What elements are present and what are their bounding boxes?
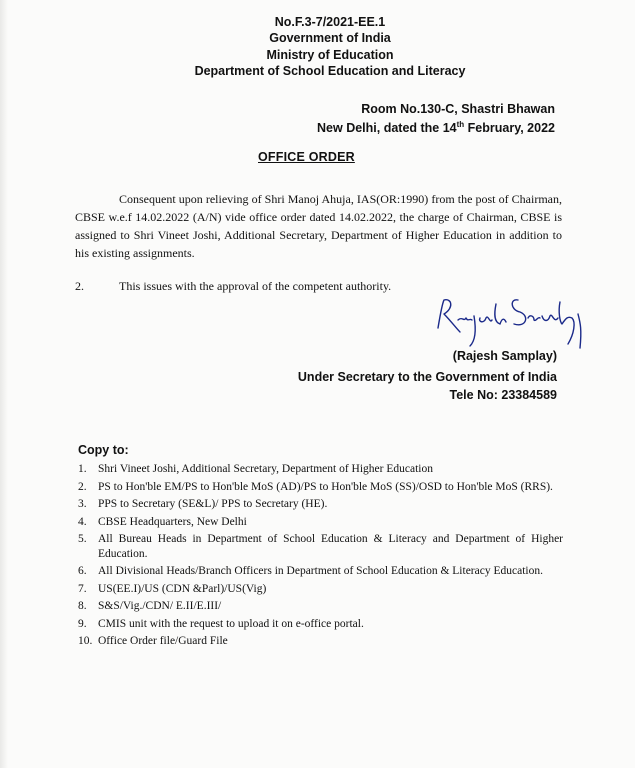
copy-to-item: 9. CMIS unit with the request to upload it on e-office portal. bbox=[78, 617, 364, 630]
signatory-designation: Under Secretary to the Government of India bbox=[297, 370, 557, 384]
copy-to-item: 4. CBSE Headquarters, New Delhi bbox=[78, 515, 247, 528]
issue-date bbox=[317, 118, 555, 135]
copy-to-item: 5. All Bureau Heads in Department of School Education & Literacy and Department of Higher Education. bbox=[78, 533, 563, 560]
handwritten-signature bbox=[430, 288, 590, 352]
copy-to-list bbox=[78, 462, 563, 652]
government-line: Government of India bbox=[269, 31, 391, 45]
copy-to-item: 6. All Divisional Heads/Branch Officers in Department of School Education & Literacy Education. bbox=[78, 565, 543, 577]
copy-to-item: 2. PS to Hon'ble EM/PS to Hon'ble MoS (AD)/PS to Hon'ble MoS (SS)/OSD to Hon'ble MoS (RRS). bbox=[78, 480, 553, 493]
copy-to-heading: Copy to: bbox=[78, 443, 129, 457]
signatory-name: (Rajesh Samplay) bbox=[452, 349, 557, 363]
document-title: OFFICE ORDER bbox=[258, 150, 355, 164]
paragraph-1-text: Consequent upon relieving of Shri Manoj Ahuja, IAS(OR:1990) from the post of Chairman, CBSE w.e.f 14.02.2022 (A/N) vide office order dated 14.02.2022, the charge of Chairman, CBSE is assigned to Shri Vineet Joshi, Additional Secretary, Department of Higher Education in addition to his existing assignments. bbox=[75, 192, 562, 260]
paragraph-2-number: 2. bbox=[75, 279, 84, 293]
date-prefix: New Delhi, dated the 14 bbox=[317, 121, 457, 136]
copy-to-item: 8. S&S/Vig./CDN/ E.II/E.III/ bbox=[78, 600, 222, 612]
room-address: Room No.130-C, Shastri Bhawan bbox=[361, 102, 555, 116]
signatory-telephone: Tele No: 23384589 bbox=[449, 388, 557, 402]
date-suffix: February, 2022 bbox=[464, 121, 555, 136]
ministry-line: Ministry of Education bbox=[266, 48, 394, 62]
paragraph-2-text: This issues with the approval of the competent authority. bbox=[119, 279, 392, 293]
paragraph-1 bbox=[75, 190, 562, 262]
date-sup: th bbox=[456, 120, 465, 129]
copy-to-item: 7. US(EE.I)/US (CDN &Parl)/US(Vig) bbox=[78, 582, 267, 595]
department-line: Department of School Education and Literacy bbox=[194, 64, 466, 78]
copy-to-item: 10. Office Order file/Guard File bbox=[78, 635, 228, 647]
page-edge-shadow bbox=[0, 0, 8, 768]
file-number: No.F.3-7/2021-EE.1 bbox=[274, 15, 386, 29]
copy-to-item: 3. PPS to Secretary (SE&L)/ PPS to Secretary (HE). bbox=[78, 498, 328, 510]
copy-to-item: 1. Shri Vineet Joshi, Additional Secretary, Department of Higher Education bbox=[78, 463, 433, 475]
